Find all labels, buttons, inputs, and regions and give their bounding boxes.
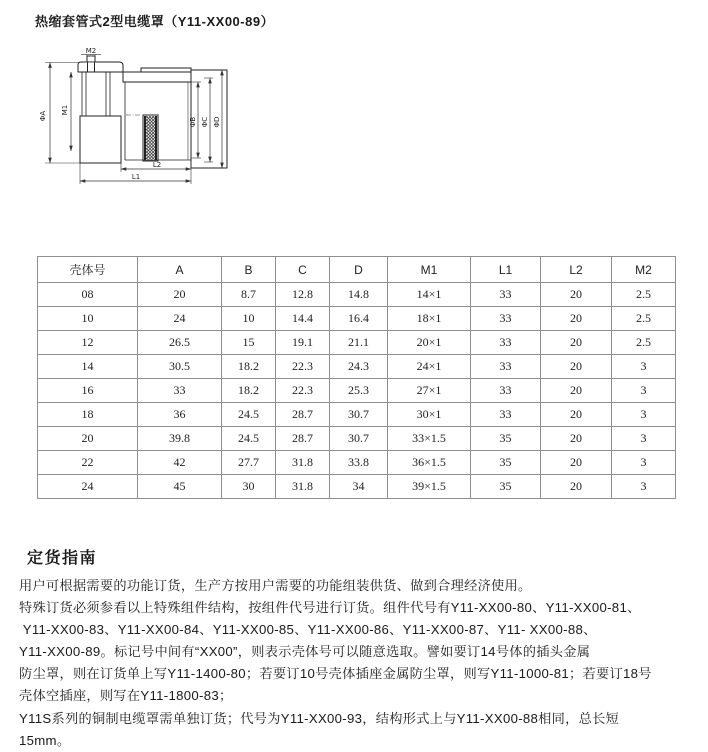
- table-cell: 24.3: [330, 355, 388, 379]
- dim-label-phi-c: ΦC: [201, 116, 209, 128]
- dim-phi-a: [39, 63, 80, 164]
- table-cell: 12.8: [276, 283, 330, 307]
- table-cell: 16.4: [330, 307, 388, 331]
- table-cell: 15: [222, 331, 276, 355]
- table-cell: 14×1: [388, 283, 471, 307]
- table-cell: 20: [541, 451, 612, 475]
- column-header: M1: [388, 257, 471, 283]
- table-cell: 20×1: [388, 331, 471, 355]
- table-row: [38, 331, 676, 355]
- guide-heading: 定货指南: [27, 550, 98, 567]
- dimensions-table: [37, 256, 676, 499]
- dim-label-l1: L1: [131, 173, 141, 181]
- table-cell: 20: [38, 427, 138, 451]
- table-cell: 19.1: [276, 331, 330, 355]
- guide-line: 特殊订货必须参看以上特殊组件结构，按组件代号进行订货。组件代号有Y11-XX00-80、Y11-XX00-81、: [19, 600, 641, 616]
- table-cell: 42: [138, 451, 222, 475]
- guide-line: Y11-XX00-83、Y11-XX00-84、Y11-XX00-85、Y11-XX00-86、Y11-XX00-87、Y11- XX00-88、: [19, 622, 597, 638]
- table-cell: 18.2: [222, 379, 276, 403]
- guide-line: 壳体空插座，则写在Y11-1800-83；: [19, 688, 233, 704]
- table-cell: 20: [541, 475, 612, 499]
- table-cell: 27.7: [222, 451, 276, 475]
- shrink-insert: [143, 115, 158, 161]
- table-cell: 20: [541, 283, 612, 307]
- table-cell: 20: [138, 283, 222, 307]
- table-cell: 30.5: [138, 355, 222, 379]
- dim-label-phi-a: ΦA: [39, 110, 47, 122]
- table-cell: 12: [38, 331, 138, 355]
- dim-label-m1: M1: [61, 104, 69, 116]
- guide-line: 防尘罩，则在订货单上写Y11-1400-80；若要订10号壳体插座金属防尘罩，则写Y11-1000-81；若要订18号: [19, 666, 652, 682]
- table-cell: 35: [471, 451, 541, 475]
- table-cell: 3: [612, 451, 676, 475]
- table-cell: 30: [222, 475, 276, 499]
- table-cell: 26.5: [138, 331, 222, 355]
- table-cell: 18×1: [388, 307, 471, 331]
- table-cell: 22.3: [276, 355, 330, 379]
- column-header: L2: [541, 257, 612, 283]
- column-header: L1: [471, 257, 541, 283]
- table-cell: 24: [138, 307, 222, 331]
- table-cell: 14.4: [276, 307, 330, 331]
- table-cell: 31.8: [276, 475, 330, 499]
- column-header: D: [330, 257, 388, 283]
- table-cell: 18.2: [222, 355, 276, 379]
- table-cell: 45: [138, 475, 222, 499]
- table-row: [38, 403, 676, 427]
- guide-line: 15mm。: [19, 732, 71, 748]
- table-cell: 39×1.5: [388, 475, 471, 499]
- table-cell: 20: [541, 427, 612, 451]
- table-cell: 30×1: [388, 403, 471, 427]
- dim-label-phi-d: ΦD: [213, 116, 221, 128]
- tube-walls: [82, 72, 110, 116]
- table-cell: 18: [38, 403, 138, 427]
- table-cell: 33: [471, 403, 541, 427]
- table-row: [38, 475, 676, 499]
- dim-m1: [61, 72, 71, 151]
- table-cell: 2.5: [612, 283, 676, 307]
- table-cell: 30.7: [330, 427, 388, 451]
- table-cell: 10: [38, 307, 138, 331]
- table-header-row: [38, 257, 676, 283]
- table-cell: 33: [471, 331, 541, 355]
- table-cell: 28.7: [276, 403, 330, 427]
- table-cell: 22.3: [276, 379, 330, 403]
- table-cell: 36×1.5: [388, 451, 471, 475]
- table-cell: 33: [471, 355, 541, 379]
- table-cell: 36: [138, 403, 222, 427]
- table-cell: 21.1: [330, 331, 388, 355]
- table-row: [38, 427, 676, 451]
- guide-line: Y11S系列的铜制电缆罩需单独订货；代号为Y11-XX00-93，结构形式上与Y11-XX00-88相同，总长短: [19, 710, 620, 726]
- table-cell: 28.7: [276, 427, 330, 451]
- knurled-nut: [80, 116, 121, 163]
- table-cell: 20: [541, 307, 612, 331]
- table-row: [38, 379, 676, 403]
- table-row: [38, 355, 676, 379]
- guide-line: 用户可根据需要的功能订货，生产方按用户需要的功能组装供货、做到合理经济使用。: [19, 578, 532, 593]
- table-cell: 20: [541, 355, 612, 379]
- table-cell: 39.8: [138, 427, 222, 451]
- table-cell: 08: [38, 283, 138, 307]
- technical-drawing: [30, 48, 245, 193]
- column-header: C: [276, 257, 330, 283]
- table-cell: 20: [541, 379, 612, 403]
- column-header: B: [222, 257, 276, 283]
- dim-label-phi-b: ΦB: [189, 116, 197, 128]
- table-cell: 33: [138, 379, 222, 403]
- guide-text: [19, 575, 703, 752]
- dim-label-m2: M2: [85, 48, 97, 55]
- body-band: [123, 68, 191, 82]
- table-cell: 33: [471, 283, 541, 307]
- table-row: [38, 307, 676, 331]
- table-cell: 33: [471, 379, 541, 403]
- dim-label-l2: L2: [152, 161, 162, 169]
- table-cell: 10: [222, 307, 276, 331]
- guide-line: Y11-XX00-89。标记号中间有“XX00”，则表示壳体号可以随意选取。譬如要订14号体的插头金属: [19, 644, 591, 660]
- table-cell: 24: [38, 475, 138, 499]
- table-cell: 3: [612, 403, 676, 427]
- dim-phi-c: [201, 78, 213, 162]
- table-cell: 25.3: [330, 379, 388, 403]
- cap: [78, 62, 123, 72]
- table-cell: 3: [612, 427, 676, 451]
- table-row: [38, 283, 676, 307]
- table-cell: 14: [38, 355, 138, 379]
- table-cell: 22: [38, 451, 138, 475]
- table-cell: 24×1: [388, 355, 471, 379]
- table-row: [38, 451, 676, 475]
- table-cell: 3: [612, 355, 676, 379]
- table-cell: 20: [541, 403, 612, 427]
- table-cell: 33×1.5: [388, 427, 471, 451]
- table-cell: 33.8: [330, 451, 388, 475]
- dimensions-table-body: [38, 283, 676, 499]
- column-header: M2: [612, 257, 676, 283]
- table-cell: 2.5: [612, 331, 676, 355]
- dim-l1: [80, 163, 191, 184]
- table-cell: 14.8: [330, 283, 388, 307]
- table-cell: 33: [471, 307, 541, 331]
- column-header: A: [138, 257, 222, 283]
- table-cell: 24.5: [222, 427, 276, 451]
- table-cell: 35: [471, 427, 541, 451]
- table-cell: 3: [612, 475, 676, 499]
- table-cell: 30.7: [330, 403, 388, 427]
- table-cell: 34: [330, 475, 388, 499]
- dim-phi-d: [213, 70, 222, 168]
- table-cell: 8.7: [222, 283, 276, 307]
- table-cell: 24.5: [222, 403, 276, 427]
- table-cell: 27×1: [388, 379, 471, 403]
- column-header: 壳体号: [38, 257, 138, 283]
- table-cell: 35: [471, 475, 541, 499]
- page-title: 热缩套管式2型电缆罩（Y11-XX00-89）: [35, 14, 275, 29]
- table-cell: 31.8: [276, 451, 330, 475]
- table-cell: 20: [541, 331, 612, 355]
- table-cell: 16: [38, 379, 138, 403]
- table-cell: 2.5: [612, 307, 676, 331]
- table-cell: 3: [612, 379, 676, 403]
